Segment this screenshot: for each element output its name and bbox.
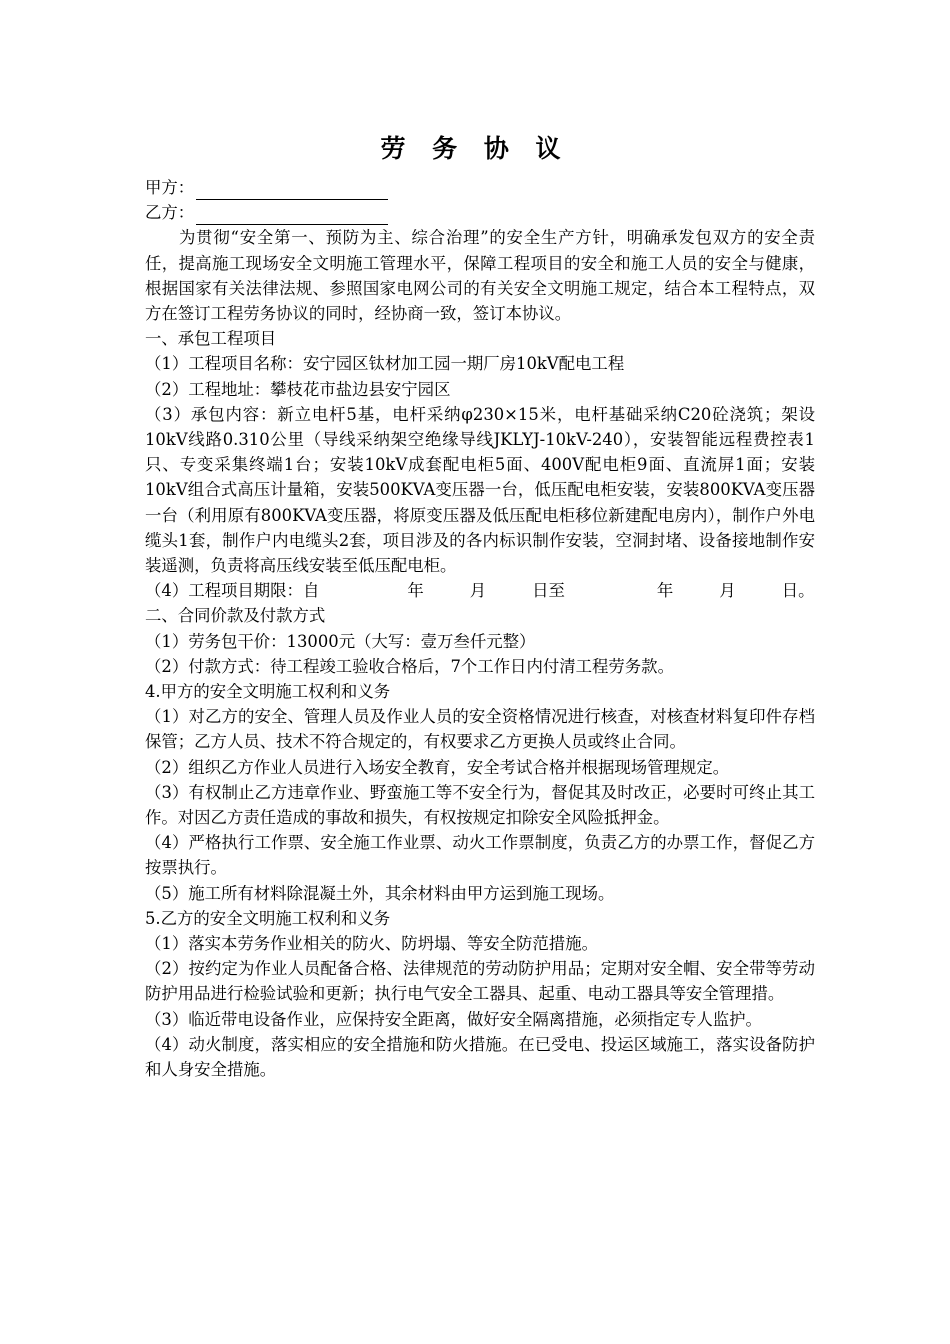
- term-month2: 月: [719, 581, 736, 601]
- section5-item2: （2）按约定为作业人员配备合格、法律规范的劳动防护用品；定期对安全帽、安全带等劳动防护用品进行检验试验和更新；执行电气安全工器具、起重、电动工器具等安全管理措。: [145, 959, 815, 1004]
- party-b-line: [145, 200, 815, 225]
- party-a-label: 甲方：: [145, 177, 195, 197]
- section4-item4: （4）严格执行工作票、安全施工作业票、动火工作票制度，负责乙方的办票工作，督促乙方按票执行。: [145, 833, 815, 878]
- section2-item1: （1）劳务包干价：13000元（大写：壹万叁仟元整）: [145, 631, 536, 651]
- document-body: [145, 175, 815, 1082]
- section1-item4: [145, 578, 815, 603]
- term-year2: 年: [656, 581, 674, 601]
- section4-item5: （5）施工所有材料除混凝土外，其余材料由甲方运到施工现场。: [145, 883, 615, 903]
- section5-heading: 5.乙方的安全文明施工权利和义务: [145, 908, 391, 928]
- term-prefix: （4）工程项目期限：自: [145, 581, 320, 601]
- preamble-paragraph: 为贯彻“安全第一、预防为主、综合治理”的安全生产方针，明确承发包双方的安全责任，提高施工现场安全文明施工管理水平，保障工程项目的安全和施工人员的安全与健康，根据国家有关法律法规、参照国家电网公司的有关安全文明施工规定，结合本工程特点，双方在签订工程劳务协议的同时，经协商一致，签订本协议。: [145, 228, 815, 323]
- section1-heading: 一、承包工程项目: [145, 329, 277, 349]
- section4-item1: （1）对乙方的安全、管理人员及作业人员的安全资格情况进行核查，对核查材料复印件存档保管；乙方人员、技术不符合规定的，有权要求乙方更换人员或终止合同。: [145, 707, 815, 752]
- section4-item3: （3）有权制止乙方违章作业、野蛮施工等不安全行为，督促其及时改正，必要时可终止其工作。对因乙方责任造成的事故和损失，有权按规定扣除安全风险抵押金。: [145, 782, 815, 827]
- section1-item3: （3）承包内容：新立电杆5基，电杆采纳φ230×15米，电杆基础采纳C20砼浇筑；架设10kV线路0.310公里（导线采纳架空绝缘导线JKLYJ-10kV-240），安装智能远程费控表1只、专变采集终端1台；安装10kV成套配电柜5面、400V配电柜9面、直流屏1面；安装10kV组合式高压计量箱，安装500KVA变压器一台，低压配电柜安装，安装800KVA变压器一台（利用原有800KVA变压器，将原变压器及低压配电柜移位新建配电房内），制作户外电缆头1套，制作户内电缆头2套，项目涉及的各内标识制作安装，空洞封堵、设备接地制作安装遥测，负责将高压线安装至低压配电柜。: [145, 404, 815, 575]
- term-day-to: 日至: [532, 581, 565, 601]
- section5-item1: （1）落实本劳务作业相关的防火、防坍塌、等安全防范措施。: [145, 933, 598, 953]
- term-year: 年: [407, 581, 424, 601]
- party-b-blank: [196, 206, 388, 225]
- party-a-blank: [196, 181, 388, 200]
- party-a-line: [145, 175, 815, 200]
- section2-heading: 二、合同价款及付款方式: [145, 606, 326, 626]
- section5-item4: （4）动火制度，落实相应的安全措施和防火措施。在已受电、投运区域施工，落实设备防护和人身安全措施。: [145, 1034, 815, 1079]
- section5-item3: （3）临近带电设备作业，应保持安全距离，做好安全隔离措施，必须指定专人监护。: [145, 1009, 762, 1029]
- section4-heading: 4.甲方的安全文明施工权利和义务: [145, 681, 391, 701]
- section4-item2: （2）组织乙方作业人员进行入场安全教育，安全考试合格并根据现场管理规定。: [145, 757, 730, 777]
- term-month: 月: [469, 581, 487, 601]
- party-b-label: 乙方：: [145, 203, 195, 223]
- document-title: 劳 务 协 议: [380, 134, 570, 163]
- section1-item1: （1）工程项目名称：安宁园区钛材加工园一期厂房10kV配电工程: [145, 354, 625, 374]
- term-day2: 日。: [781, 581, 815, 601]
- section2-item2: （2）付款方式：待工程竣工验收合格后，7个工作日内付清工程劳务款。: [145, 656, 674, 676]
- section1-item2: （2）工程地址：攀枝花市盐边县安宁园区: [145, 379, 451, 399]
